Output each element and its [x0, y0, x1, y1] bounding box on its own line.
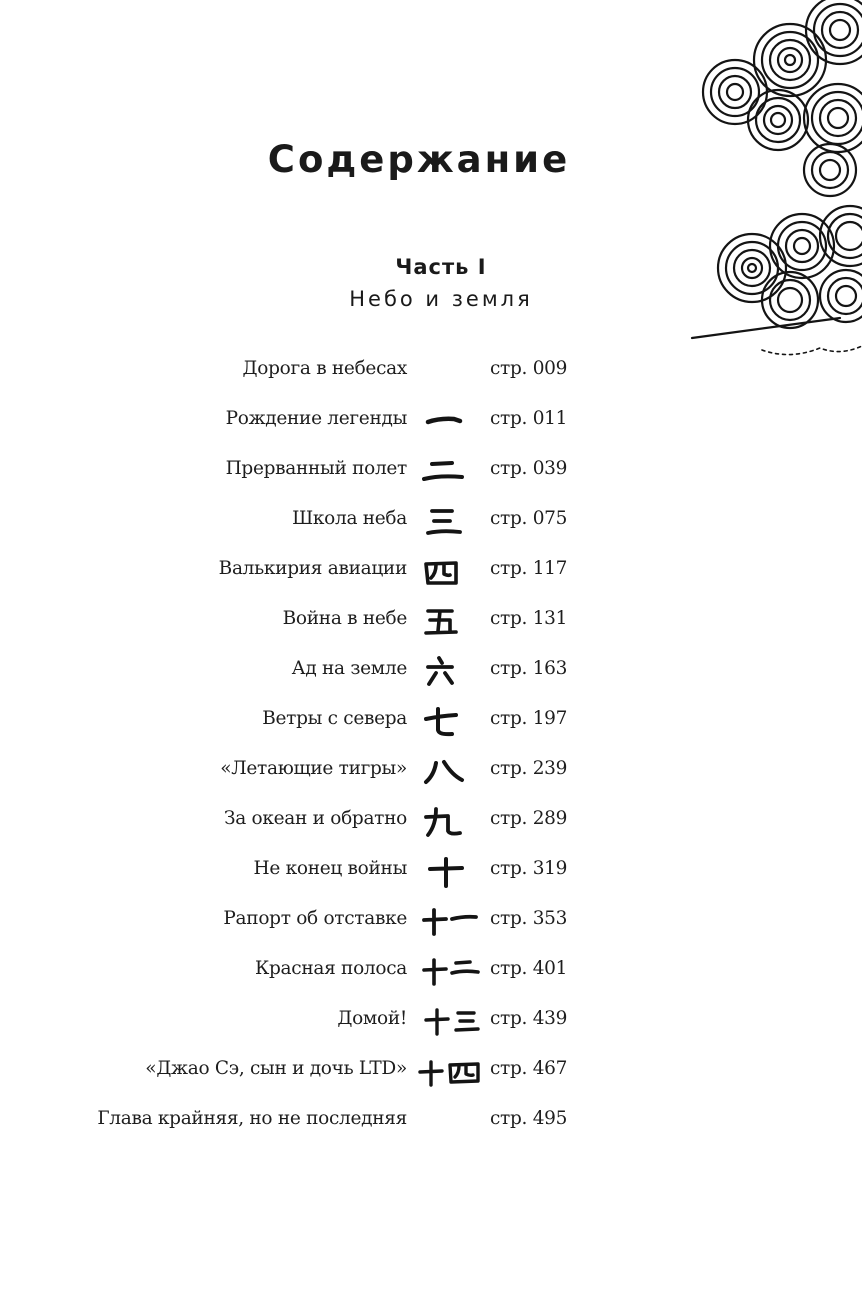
chapter-page: стр. 131: [490, 608, 568, 629]
chapter-title: Не конец войны: [253, 858, 407, 879]
chapter-page: стр. 467: [490, 1058, 568, 1079]
chapter-page: стр. 117: [490, 558, 568, 579]
toc-entry[interactable]: [0, 754, 862, 790]
chapter-numeral-9: [418, 805, 484, 839]
chapter-title: Дорога в небесах: [242, 358, 407, 379]
toc-entry[interactable]: [0, 1004, 862, 1040]
chapter-title: Рождение легенды: [225, 408, 407, 429]
chapter-page: стр. 075: [490, 508, 568, 529]
chapter-page: стр. 495: [490, 1108, 568, 1129]
chapter-numeral-3: [418, 505, 484, 539]
chapter-page: стр. 401: [490, 958, 568, 979]
chapter-page: стр. 197: [490, 708, 568, 729]
toc-entry[interactable]: [0, 804, 862, 840]
chapter-numeral-8: [418, 755, 484, 789]
chapter-title: Прерванный полет: [225, 458, 407, 479]
chapter-numeral-13: [418, 1005, 484, 1039]
chapter-title: Домой!: [337, 1008, 407, 1029]
toc-entry[interactable]: [0, 854, 862, 890]
chapter-title: Рапорт об отставке: [223, 908, 407, 929]
toc-entry[interactable]: [0, 604, 862, 640]
chapter-title: «Летающие тигры»: [220, 758, 407, 779]
chapter-page: стр. 239: [490, 758, 568, 779]
chapter-numeral-14: [418, 1055, 484, 1089]
chapter-numeral-7: [418, 705, 484, 739]
toc-entry[interactable]: [0, 654, 862, 690]
chapter-numeral-5: [418, 605, 484, 639]
toc-entry[interactable]: [0, 954, 862, 990]
chapter-page: стр. 009: [490, 358, 568, 379]
chapter-page: стр. 319: [490, 858, 568, 879]
chapter-page: стр. 039: [490, 458, 568, 479]
toc-heading: Содержание: [267, 138, 571, 181]
chapter-page: стр. 439: [490, 1008, 568, 1029]
chapter-title: «Джао Сэ, сын и дочь LTD»: [145, 1058, 407, 1079]
chapter-title: Красная полоса: [254, 958, 407, 979]
toc-entry[interactable]: [0, 504, 862, 540]
part-number: Часть I: [395, 255, 487, 279]
toc-entry[interactable]: [0, 454, 862, 490]
chapter-title: Школа неба: [292, 508, 407, 529]
toc-entry[interactable]: [0, 904, 862, 940]
chapter-title: Глава крайняя, но не последняя: [97, 1108, 407, 1129]
toc-entry[interactable]: [0, 1054, 862, 1090]
chapter-title: Ад на земле: [291, 658, 407, 679]
chapter-numeral-6: [418, 655, 484, 689]
toc-entry[interactable]: [0, 1104, 862, 1140]
part-name: Небо и земля: [349, 287, 533, 311]
toc-entry[interactable]: [0, 554, 862, 590]
chapter-numeral-11: [418, 905, 484, 939]
chapter-title: За океан и обратно: [224, 808, 407, 829]
chapter-page: стр. 289: [490, 808, 568, 829]
chapter-numeral-10: [418, 855, 484, 889]
chapter-numeral-2: [418, 455, 484, 489]
toc-entry[interactable]: [0, 354, 862, 390]
chapter-page: стр. 353: [490, 908, 568, 929]
chapter-title: Ветры с севера: [262, 708, 407, 729]
chapter-title: Война в небе: [282, 608, 407, 629]
chapter-page: стр. 163: [490, 658, 568, 679]
chapter-numeral-12: [418, 955, 484, 989]
chapter-title: Валькирия авиации: [218, 558, 407, 579]
chapter-page: стр. 011: [490, 408, 568, 429]
toc-entry[interactable]: [0, 404, 862, 440]
toc-entry[interactable]: [0, 704, 862, 740]
chapter-numeral-1: [418, 405, 484, 439]
chapter-numeral-4: [418, 555, 484, 589]
